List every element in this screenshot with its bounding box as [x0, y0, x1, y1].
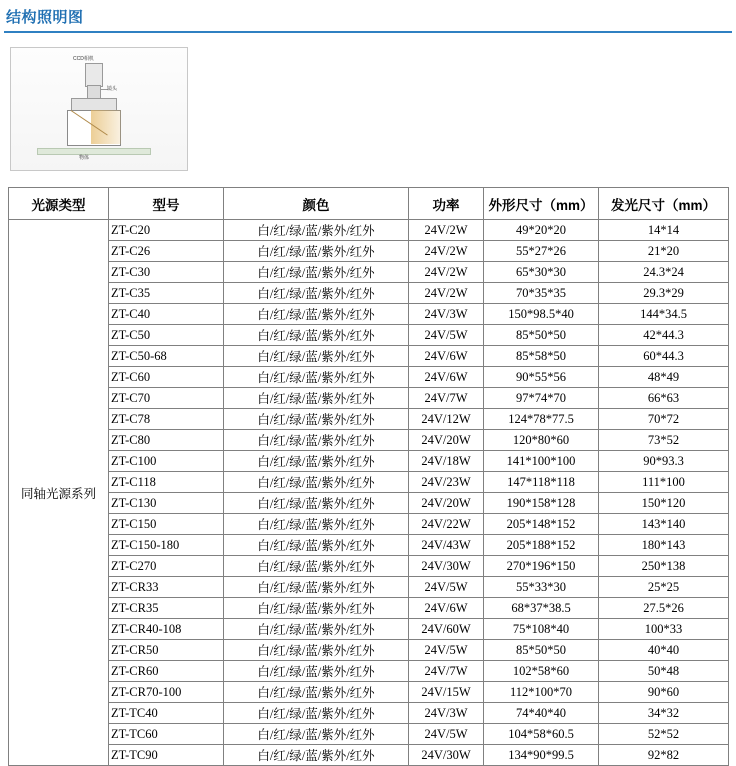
object-label: 物体	[79, 155, 90, 161]
cell-size: 112*100*70	[484, 682, 599, 703]
table-header	[9, 188, 729, 220]
cell-size: 104*58*60.5	[484, 724, 599, 745]
cell-model: ZT-C35	[109, 283, 224, 304]
cell-model: ZT-C20	[109, 220, 224, 241]
category-cell: 同轴光源系列	[9, 220, 109, 766]
cell-emit: 144*34.5	[599, 304, 729, 325]
cell-color: 白/红/绿/蓝/紫外/红外	[224, 451, 409, 472]
table-row	[9, 283, 729, 304]
table-row	[9, 241, 729, 262]
cell-model: ZT-TC90	[109, 745, 224, 766]
cell-emit: 50*48	[599, 661, 729, 682]
cell-color: 白/红/绿/蓝/紫外/红外	[224, 388, 409, 409]
cell-emit: 21*20	[599, 241, 729, 262]
camera-label: CCD相机	[73, 56, 94, 62]
cell-size: 147*118*118	[484, 472, 599, 493]
cell-emit: 111*100	[599, 472, 729, 493]
cell-size: 141*100*100	[484, 451, 599, 472]
cell-color: 白/红/绿/蓝/紫外/红外	[224, 724, 409, 745]
cell-power: 24V/2W	[409, 262, 484, 283]
cell-model: ZT-C80	[109, 430, 224, 451]
cell-model: ZT-C40	[109, 304, 224, 325]
table-row	[9, 346, 729, 367]
cell-emit: 27.5*26	[599, 598, 729, 619]
cell-size: 205*188*152	[484, 535, 599, 556]
cell-emit: 143*140	[599, 514, 729, 535]
cell-color: 白/红/绿/蓝/紫外/红外	[224, 262, 409, 283]
cell-model: ZT-C30	[109, 262, 224, 283]
cell-power: 24V/30W	[409, 556, 484, 577]
cell-color: 白/红/绿/蓝/紫外/红外	[224, 598, 409, 619]
cell-power: 24V/22W	[409, 514, 484, 535]
cell-color: 白/红/绿/蓝/紫外/红外	[224, 514, 409, 535]
cell-size: 68*37*38.5	[484, 598, 599, 619]
cell-power: 24V/2W	[409, 283, 484, 304]
cell-model: ZT-TC40	[109, 703, 224, 724]
cell-power: 24V/20W	[409, 493, 484, 514]
cell-power: 24V/20W	[409, 430, 484, 451]
cell-model: ZT-C26	[109, 241, 224, 262]
cell-size: 205*148*152	[484, 514, 599, 535]
lens-shape	[87, 85, 101, 99]
cell-size: 74*40*40	[484, 703, 599, 724]
spec-table-container	[8, 187, 728, 766]
cell-color: 白/红/绿/蓝/紫外/红外	[224, 409, 409, 430]
cell-color: 白/红/绿/蓝/紫外/红外	[224, 325, 409, 346]
cell-color: 白/红/绿/蓝/紫外/红外	[224, 661, 409, 682]
cell-power: 24V/5W	[409, 577, 484, 598]
cell-model: ZT-C60	[109, 367, 224, 388]
cell-model: ZT-CR50	[109, 640, 224, 661]
cell-size: 102*58*60	[484, 661, 599, 682]
table-row	[9, 451, 729, 472]
cell-size: 85*58*50	[484, 346, 599, 367]
col-header-emitting-size: 发光尺寸（mm）	[599, 188, 729, 220]
cell-emit: 70*72	[599, 409, 729, 430]
cell-color: 白/红/绿/蓝/紫外/红外	[224, 472, 409, 493]
table-body	[9, 220, 729, 766]
figure-canvas	[11, 48, 187, 170]
cell-size: 55*27*26	[484, 241, 599, 262]
cell-color: 白/红/绿/蓝/紫外/红外	[224, 577, 409, 598]
lens-label: 镜头	[107, 86, 118, 92]
cell-color: 白/红/绿/蓝/紫外/红外	[224, 304, 409, 325]
cell-size: 85*50*50	[484, 325, 599, 346]
cell-size: 49*20*20	[484, 220, 599, 241]
cell-model: ZT-CR33	[109, 577, 224, 598]
cell-power: 24V/6W	[409, 367, 484, 388]
cell-color: 白/红/绿/蓝/紫外/红外	[224, 556, 409, 577]
cell-size: 70*35*35	[484, 283, 599, 304]
cell-power: 24V/43W	[409, 535, 484, 556]
cell-power: 24V/3W	[409, 703, 484, 724]
cell-size: 65*30*30	[484, 262, 599, 283]
cell-emit: 34*32	[599, 703, 729, 724]
cell-size: 75*108*40	[484, 619, 599, 640]
table-row	[9, 367, 729, 388]
col-header-model: 型号	[109, 188, 224, 220]
cell-color: 白/红/绿/蓝/紫外/红外	[224, 682, 409, 703]
cell-color: 白/红/绿/蓝/紫外/红外	[224, 493, 409, 514]
spec-table	[8, 187, 729, 766]
cell-emit: 66*63	[599, 388, 729, 409]
table-row	[9, 640, 729, 661]
cell-model: ZT-C70	[109, 388, 224, 409]
title-divider	[4, 31, 732, 33]
cell-power: 24V/23W	[409, 472, 484, 493]
table-row	[9, 472, 729, 493]
col-header-light-type: 光源类型	[9, 188, 109, 220]
table-row	[9, 598, 729, 619]
cell-size: 134*90*99.5	[484, 745, 599, 766]
cell-emit: 150*120	[599, 493, 729, 514]
cell-power: 24V/30W	[409, 745, 484, 766]
cell-power: 24V/7W	[409, 661, 484, 682]
cell-emit: 40*40	[599, 640, 729, 661]
cell-power: 24V/60W	[409, 619, 484, 640]
cell-model: ZT-C100	[109, 451, 224, 472]
cell-model: ZT-CR60	[109, 661, 224, 682]
cell-power: 24V/5W	[409, 640, 484, 661]
table-row	[9, 703, 729, 724]
table-row	[9, 388, 729, 409]
cell-model: ZT-C50	[109, 325, 224, 346]
table-row	[9, 220, 729, 241]
cell-power: 24V/3W	[409, 304, 484, 325]
cell-power: 24V/6W	[409, 346, 484, 367]
cell-size: 85*50*50	[484, 640, 599, 661]
table-row	[9, 577, 729, 598]
cell-power: 24V/12W	[409, 409, 484, 430]
table-row	[9, 514, 729, 535]
cell-size: 90*55*56	[484, 367, 599, 388]
cell-power: 24V/2W	[409, 220, 484, 241]
cell-size: 270*196*150	[484, 556, 599, 577]
cell-power: 24V/7W	[409, 388, 484, 409]
table-row	[9, 493, 729, 514]
cell-model: ZT-C270	[109, 556, 224, 577]
table-row	[9, 409, 729, 430]
table-row	[9, 619, 729, 640]
cell-color: 白/红/绿/蓝/紫外/红外	[224, 430, 409, 451]
cell-power: 24V/5W	[409, 325, 484, 346]
table-row	[9, 304, 729, 325]
cell-model: ZT-CR40-108	[109, 619, 224, 640]
cell-model: ZT-CR35	[109, 598, 224, 619]
cell-emit: 90*93.3	[599, 451, 729, 472]
table-row	[9, 430, 729, 451]
col-header-power: 功率	[409, 188, 484, 220]
table-row	[9, 745, 729, 766]
cell-emit: 92*82	[599, 745, 729, 766]
cell-emit: 14*14	[599, 220, 729, 241]
cell-color: 白/红/绿/蓝/紫外/红外	[224, 703, 409, 724]
cell-model: ZT-C78	[109, 409, 224, 430]
cell-size: 120*80*60	[484, 430, 599, 451]
cell-power: 24V/18W	[409, 451, 484, 472]
cell-model: ZT-C150	[109, 514, 224, 535]
col-header-dimensions: 外形尺寸（mm）	[484, 188, 599, 220]
cell-emit: 25*25	[599, 577, 729, 598]
cell-power: 24V/2W	[409, 241, 484, 262]
cell-power: 24V/5W	[409, 724, 484, 745]
cell-emit: 52*52	[599, 724, 729, 745]
cell-emit: 42*44.3	[599, 325, 729, 346]
cell-model: ZT-C130	[109, 493, 224, 514]
cell-power: 24V/6W	[409, 598, 484, 619]
cell-model: ZT-C118	[109, 472, 224, 493]
cell-power: 24V/15W	[409, 682, 484, 703]
cell-color: 白/红/绿/蓝/紫外/红外	[224, 367, 409, 388]
cell-color: 白/红/绿/蓝/紫外/红外	[224, 220, 409, 241]
table-row	[9, 724, 729, 745]
cell-emit: 100*33	[599, 619, 729, 640]
cell-emit: 73*52	[599, 430, 729, 451]
cell-size: 124*78*77.5	[484, 409, 599, 430]
cell-color: 白/红/绿/蓝/紫外/红外	[224, 283, 409, 304]
cell-emit: 180*143	[599, 535, 729, 556]
cell-emit: 24.3*24	[599, 262, 729, 283]
cell-size: 97*74*70	[484, 388, 599, 409]
table-row	[9, 556, 729, 577]
cell-color: 白/红/绿/蓝/紫外/红外	[224, 346, 409, 367]
cell-color: 白/红/绿/蓝/紫外/红外	[224, 535, 409, 556]
cell-color: 白/红/绿/蓝/紫外/红外	[224, 619, 409, 640]
cell-color: 白/红/绿/蓝/紫外/红外	[224, 745, 409, 766]
cell-emit: 90*60	[599, 682, 729, 703]
cell-color: 白/红/绿/蓝/紫外/红外	[224, 241, 409, 262]
cell-model: ZT-C150-180	[109, 535, 224, 556]
cell-model: ZT-TC60	[109, 724, 224, 745]
cell-model: ZT-CR70-100	[109, 682, 224, 703]
cell-size: 190*158*128	[484, 493, 599, 514]
table-header-row	[9, 188, 729, 220]
page-title: 结构照明图	[6, 9, 84, 26]
cell-color: 白/红/绿/蓝/紫外/红外	[224, 640, 409, 661]
cell-size: 55*33*30	[484, 577, 599, 598]
table-row	[9, 535, 729, 556]
table-row	[9, 325, 729, 346]
cell-model: ZT-C50-68	[109, 346, 224, 367]
cell-size: 150*98.5*40	[484, 304, 599, 325]
cell-emit: 250*138	[599, 556, 729, 577]
structure-illustration-figure	[10, 47, 188, 171]
table-row	[9, 262, 729, 283]
object-stage-shape	[37, 148, 151, 155]
camera-body-shape	[85, 63, 103, 87]
cell-emit: 29.3*29	[599, 283, 729, 304]
cell-emit: 60*44.3	[599, 346, 729, 367]
col-header-color: 颜色	[224, 188, 409, 220]
table-row	[9, 682, 729, 703]
table-row	[9, 661, 729, 682]
cell-emit: 48*49	[599, 367, 729, 388]
